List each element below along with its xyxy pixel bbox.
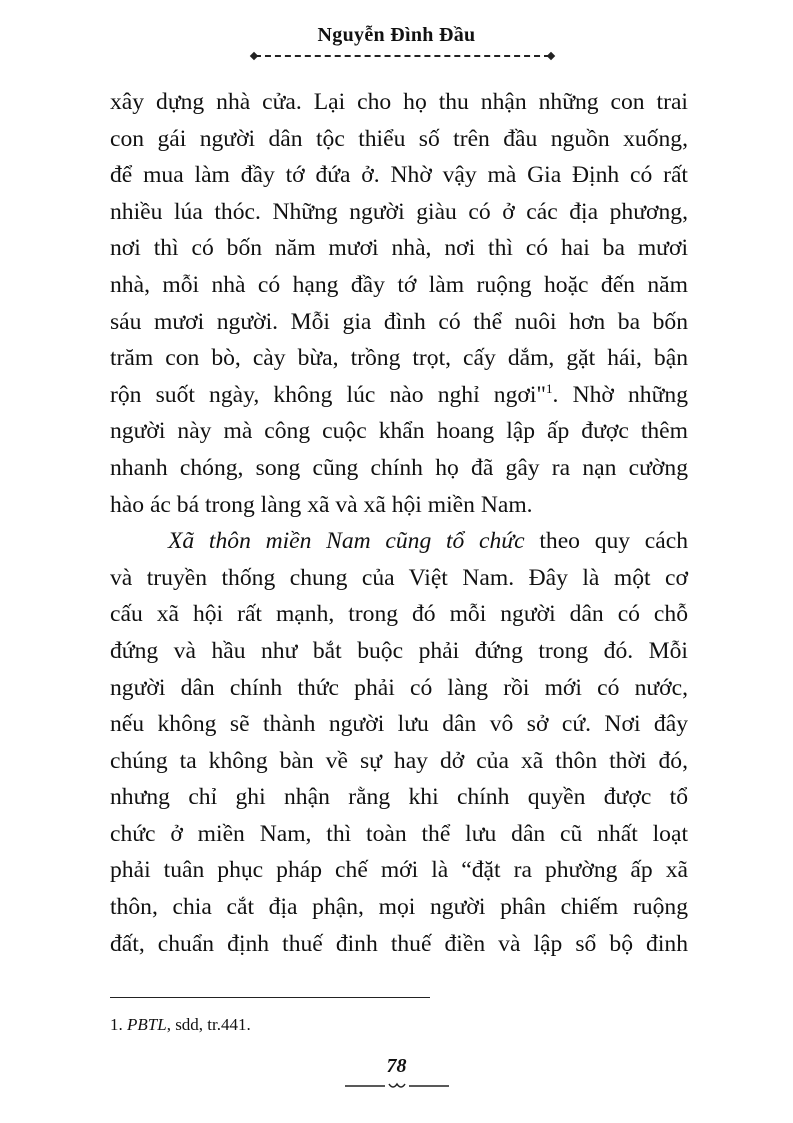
text-line: để mua làm đầy tớ đứa ở. Nhờ vậy mà Gia Định có rất [110, 162, 688, 189]
text-line: sáu mươi người. Mỗi gia đình có thể nuôi hơn ba bốn [110, 308, 688, 335]
text-line [110, 523, 688, 560]
text-segment: theo quy cách [524, 528, 688, 555]
text-segment: . Nhờ những [552, 381, 688, 408]
text-line: chúng ta không bàn về sự hay dở của xã thôn thời đó, [110, 747, 688, 774]
text-line: người dân chính thức phải có làng rồi mới có nước, [110, 674, 688, 701]
text-line: đứng và hầu như bắt buộc phải đứng trong đó. Mỗi [110, 637, 688, 664]
text-line: người này mà công cuộc khẩn hoang lập ấp được thêm [110, 418, 688, 445]
text-line: nhiều lúa thóc. Những người giàu có ở các địa phương, [110, 198, 688, 225]
emphasis-phrase: Xã thôn miền Nam cũng tổ chức [168, 528, 525, 555]
text-line: nơi thì có bốn năm mươi nhà, nơi thì có hai ba mươi [110, 235, 688, 262]
text-line: nhà, mỗi nhà có hạng đầy tớ làm ruộng hoặc đến năm [110, 271, 688, 298]
text-line: và truyền thống chung của Việt Nam. Đây là một cơ [110, 564, 688, 591]
text-line: phải tuân phục pháp chế mới là “đặt ra phường ấp xã [110, 857, 688, 884]
body-text [110, 84, 688, 962]
text-line: thôn, chia cắt địa phận, mọi người phân chiếm ruộng [110, 894, 688, 921]
footnote-number: 1. [110, 1015, 123, 1034]
text-line: nhưng chỉ ghi nhận rằng khi chính quyền được tổ [110, 784, 688, 811]
footnote-divider [110, 997, 430, 998]
footnote-text: , sdd, tr.441. [166, 1015, 251, 1034]
text-line: chức ở miền Nam, thì toàn thể lưu dân cũ nhất loạt [110, 820, 688, 847]
text-segment: rộn suốt ngày, không lúc nào nghỉ ngơi" [110, 381, 547, 408]
text-line: trăm con bò, cày bừa, trồng trọt, cấy dắm, gặt hái, bận [110, 345, 688, 372]
footnote-source: PBTL [127, 1015, 167, 1034]
text-line: đất, chuẩn định thuế đinh thuế điền và lập sổ bộ đinh [110, 930, 688, 957]
page-number: 78 [386, 1055, 407, 1077]
text-line: cấu xã hội rất mạnh, trong đó mỗi người dân có chỗ [110, 601, 688, 628]
text-line: nhanh chóng, song cũng chính họ đã gây ra nạn cường [110, 454, 688, 481]
text-line [110, 377, 688, 414]
text-line: con gái người dân tộc thiểu số trên đầu nguồn xuống, [110, 125, 688, 152]
footnote-reference[interactable]: 1 [546, 380, 553, 396]
text-line: xây dựng nhà cửa. Lại cho họ thu nhận những con trai [110, 89, 688, 115]
text-line: nếu không sẽ thành người lưu dân vô sở cứ. Nơi đây [110, 711, 688, 738]
text-line: hào ác bá trong làng xã và xã hội miền Nam. [110, 491, 533, 518]
page-ornament-icon [345, 1082, 449, 1090]
header-divider [255, 55, 550, 57]
running-header-author: Nguyễn Đình Đầu [317, 24, 476, 46]
footnote [110, 1014, 251, 1036]
